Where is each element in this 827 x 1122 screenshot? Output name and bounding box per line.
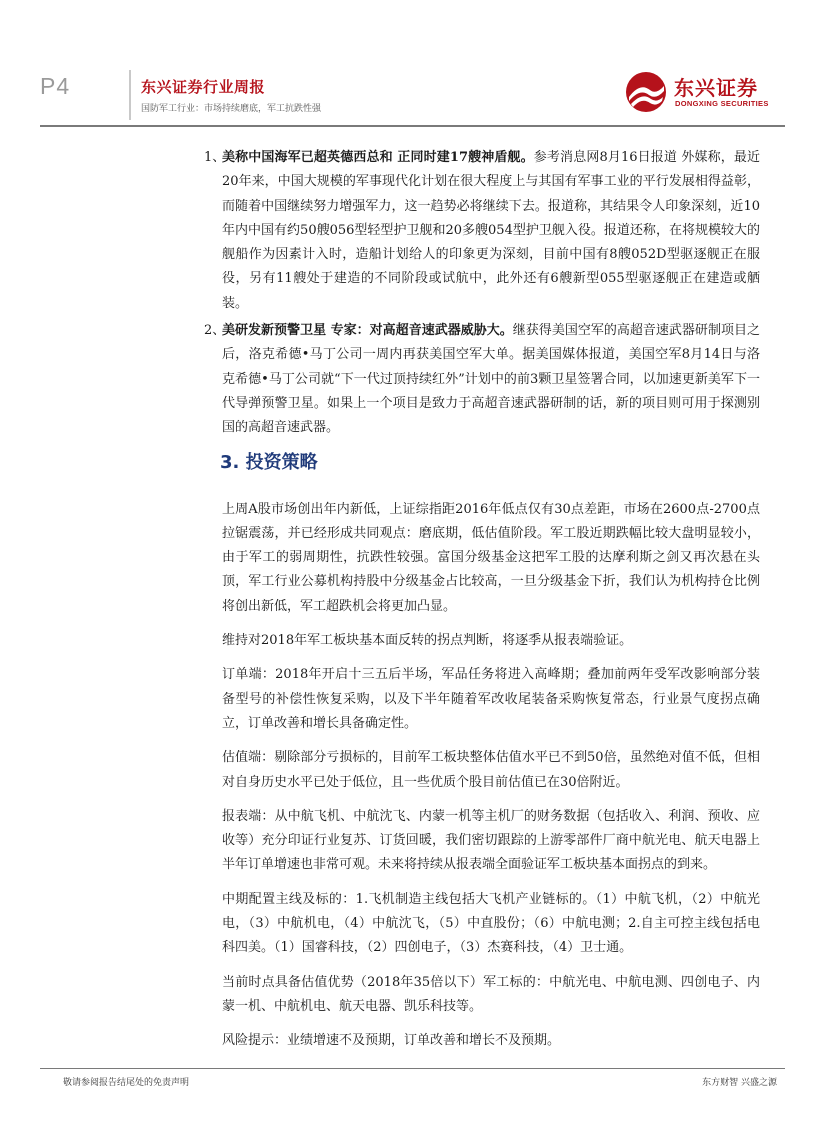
risk-warning: 风险提示：业绩增速不及预期，订单改善和增长不及预期。 — [222, 1033, 561, 1049]
logo-english-name: DONGXING SECURITIES — [675, 99, 769, 108]
news-item-number: 2、 — [204, 323, 226, 339]
news-item-text — [222, 146, 760, 316]
header-rule — [40, 125, 785, 127]
strategy-paragraph: 中期配置主线及标的：1.飞机制造主线包括大飞机产业链标的。（1）中航飞机，（2）中航光电，（3）中航机电，（4）中航沈飞，（5）中直股份；（6）中航电测；2.自主可控主线包括电科四美。（1）国睿科技，（2）四创电子，（3）杰赛科技，（4）卫士通。 — [222, 891, 760, 956]
news-item-1 — [204, 146, 760, 316]
news-item-body: 继获得美国空军的高超音速武器研制项目之后，洛克希德•马丁公司一周内再获美国空军大单。据美国媒体报道，美国空军8月14日与洛克希德•马丁公司就“下一代过顶持续红外”计划中的前3颗卫星签署合同，以加速更新美军下一代导弹预警卫星。如果上一个项目是致力于高超音速武器研制的话，新的项目则可用于探测别国的高超音速武器。 — [222, 323, 760, 436]
news-item-body: 参考消息网8月16日报道 外媒称，最近20年来，中国大规模的军事现代化计划在很大程度上与其国有军事工业的平行发展相得益彰，而随着中国继续努力增强军力，这一趋势必将继续下去。报道称，其结果令人印象深刻，近10年内中国有约50艘056型轻型护卫舰和20多艘054型护卫舰入役。报道还称，在将规模较大的舰船作为因素计入时，造船计划给人的印象更为深刻，目前中国有8艘052D型驱逐舰正在服役，另有11艘处于建造的不同阶段或试航中，此外还有6艘新型055型驱逐舰正在建造或舾装。 — [222, 150, 760, 311]
news-item-text — [222, 319, 760, 440]
strategy-paragraph: 上周A股市场创出年内新低，上证综指距2016年低点仅有30点差距，市场在2600点-2700点拉锯震荡，并已经形成共同观点：磨底期，低估值阶段。军工股近期跌幅比较大盘明显较小，由于军工的弱周期性，抗跌性较强。富国分级基金这把军工股的达摩利斯之剑又再次悬在头顶，军工行业公募机构持股中分级基金占比较高，一旦分级基金下折，我们认为机构持仓比例将创出新低，军工超跌机会将更加凸显。 — [222, 501, 760, 614]
dongxing-logo — [622, 70, 772, 116]
footer-slogan: 东方财智 兴盛之源 — [702, 1078, 777, 1088]
news-item-title: 美研发新预警卫星 专家：对高超音速武器威胁大。 — [222, 323, 513, 339]
footer-rule — [40, 1068, 785, 1069]
news-item-title: 美称中国海军已超英德西总和 正同时建17艘神盾舰。 — [222, 150, 534, 165]
strategy-paragraph: 估值端：剔除部分亏损标的，目前军工板块整体估值水平已不到50倍，虽然绝对值不低，但相对自身历史水平已处于低位，且一些优质个股目前估值已在30倍附近。 — [222, 750, 760, 790]
news-item-number: 1、 — [204, 150, 226, 165]
strategy-paragraph: 当前时点具备估值优势（2018年35倍以下）军工标的：中航光电、中航电测、四创电子、内蒙一机、中航机电、航天电器、凯乐科技等。 — [222, 974, 760, 1014]
strategy-paragraph: 订单端：2018年开启十三五后半场，军品任务将进入高峰期；叠加前两年受军改影响部分装备型号的补偿性恢复采购，以及下半年随着军改收尾装备采购恢复常态，行业景气度拐点确立，订单改善和增长具备确定性。 — [222, 667, 760, 731]
news-item-2 — [204, 319, 760, 440]
footer-disclaimer: 敬请参阅报告结尾处的免责声明 — [63, 1078, 190, 1088]
report-body — [204, 146, 760, 1054]
strategy-paragraph: 维持对2018年军工板块基本面反转的拐点判断，将逐季从报表端验证。 — [222, 633, 633, 649]
strategy-paragraph: 报表端：从中航飞机、中航沈飞、内蒙一机等主机厂的财务数据（包括收入、利润、预收、应收等）充分印证行业复苏、订货回暖，我们密切跟踪的上游零部件厂商中航光电、航天电器上半年订单增速也非常可观。未来将持续从报表端全面验证军工板块基本面拐点的到来。 — [222, 808, 760, 873]
report-title: 东兴证券行业周报 — [141, 78, 266, 96]
report-subtitle: 国防军工行业：市场持续磨底，军工抗跌性强 — [141, 104, 322, 114]
page-number: P4 — [40, 73, 71, 99]
logo-chinese-name: 东兴证券 — [674, 76, 758, 100]
header-separator — [129, 70, 131, 120]
dongxing-logo-icon — [622, 70, 670, 114]
section-heading: 3. 投资策略 — [220, 451, 318, 473]
